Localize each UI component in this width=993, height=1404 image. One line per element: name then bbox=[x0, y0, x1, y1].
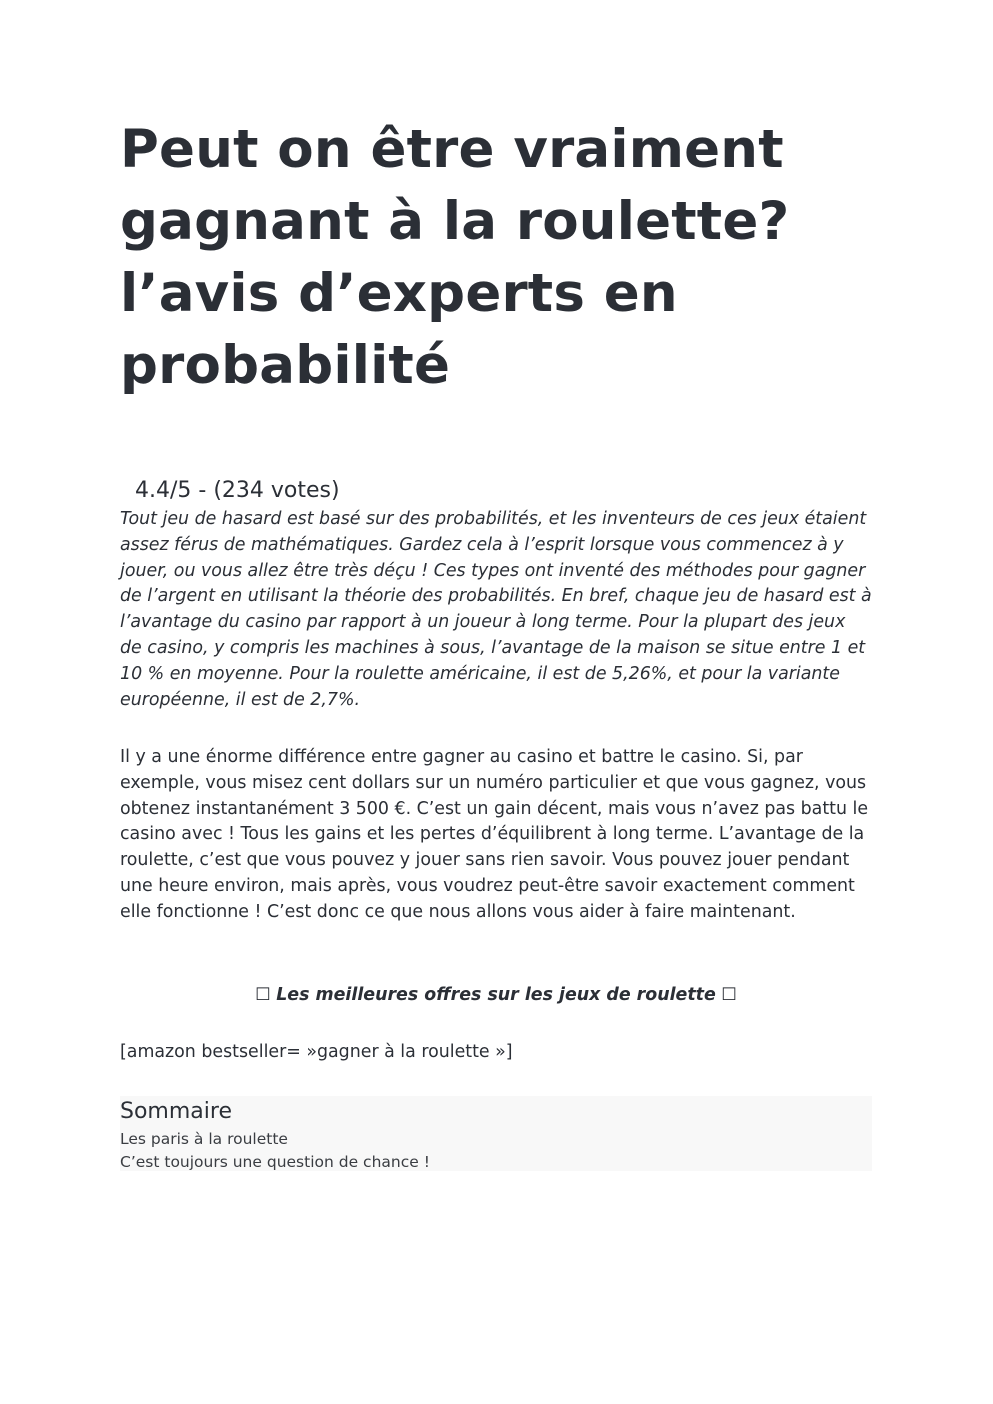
offers-text: Les meilleures offres sur les jeux de roulette bbox=[276, 985, 716, 1005]
page-title: Peut on être vraiment gagnant à la roulette? l’avis d’experts en probabilité bbox=[120, 119, 790, 396]
toc-title: Sommaire bbox=[120, 1099, 232, 1124]
toc-item-paris[interactable]: Les paris à la roulette bbox=[120, 1130, 288, 1148]
table-of-contents bbox=[120, 1096, 872, 1171]
rating-summary: 4.4/5 - (234 votes) bbox=[135, 478, 340, 503]
offers-heading bbox=[120, 982, 872, 1008]
body-paragraph: Il y a une énorme différence entre gagner au casino et battre le casino. Si, par exemple, vous misez cent dollars sur un numéro particulier et que vous gagnez, vous obtenez instantanément 3 500 €. C’est un gain décent, mais vous n’avez pas battu le casino avec ! Tous les gains et les pertes d’équilibrent à long terme. L’avantage de la roulette, c’est que vous pouvez y jouer sans rien savoir. Vous pouvez jouer pendant une heure environ, mais après, vous voudrez peut-être savoir exactement comment elle fonctionne ! C’est donc ce que nous allons vous aider à faire maintenant. bbox=[120, 747, 869, 922]
checkbox-glyph-icon: ☐ bbox=[721, 985, 737, 1005]
checkbox-glyph-icon: ☐ bbox=[255, 985, 271, 1005]
intro-paragraph: Tout jeu de hasard est basé sur des probabilités, et les inventeurs de ces jeux étaient assez férus de mathématiques. Gardez cela à l’esprit lorsque vous commencez à y jouer, ou vous allez être très déçu ! Ces types ont inventé des méthodes pour gagner de l’argent en utilisant la théorie des probabilités. En bref, chaque jeu de hasard est à l’avantage du casino par rapport à un joueur à long terme. Pour la plupart des jeux de casino, y compris les machines à sous, l’avantage de la maison se situe entre 1 et 10 % en moyenne. Pour la roulette américaine, il est de 5,26%, et pour la variante européenne, il est de 2,7%. bbox=[120, 509, 872, 710]
amazon-shortcode: [amazon bestseller= »gagner à la roulette »] bbox=[120, 1042, 513, 1062]
toc-item-chance[interactable]: C’est toujours une question de chance ! bbox=[120, 1153, 430, 1171]
